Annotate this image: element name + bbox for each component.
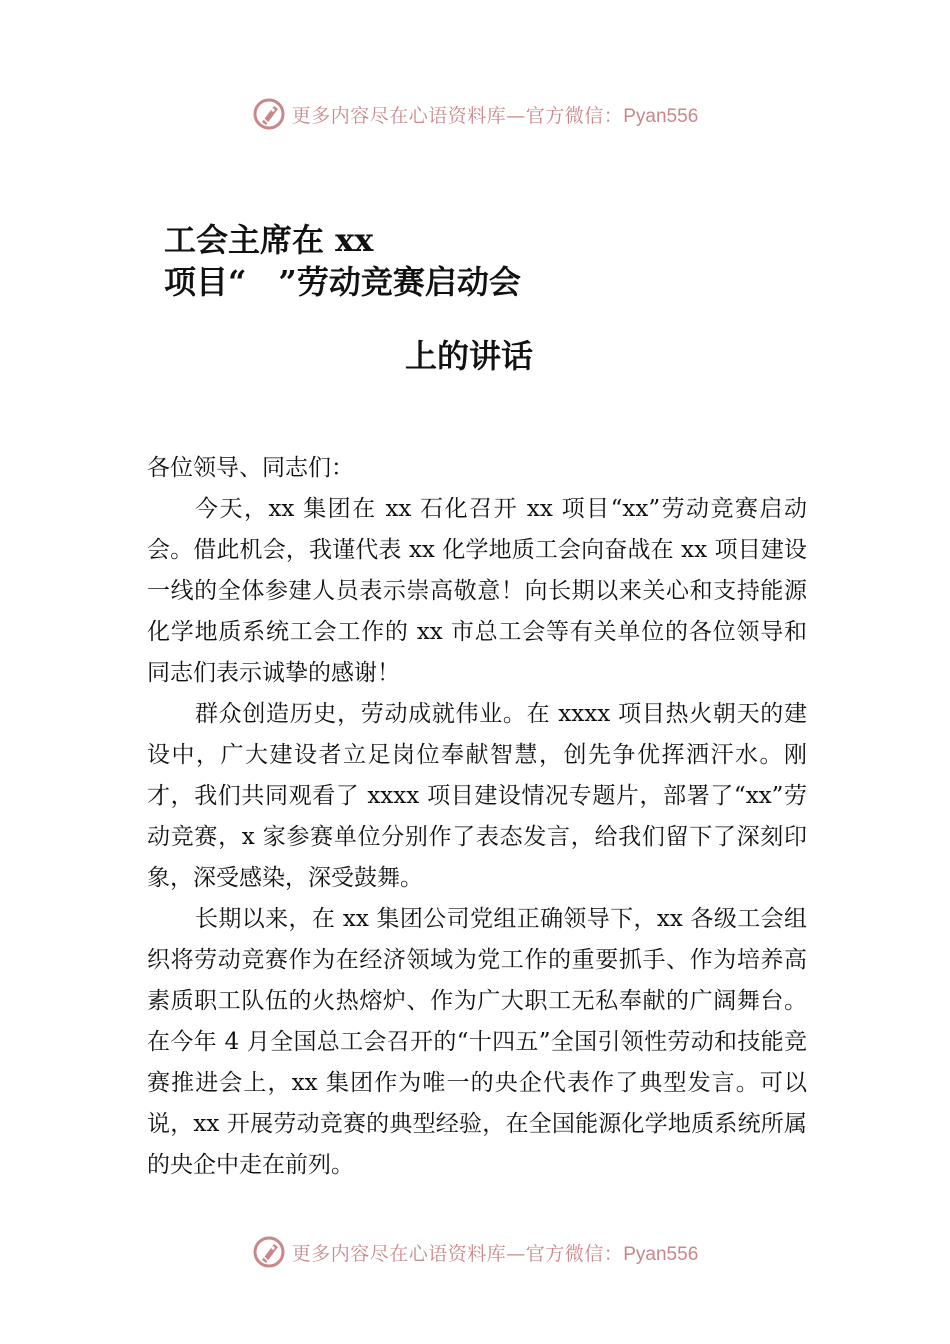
wechat-id: Pyan556 xyxy=(623,105,699,127)
footer-watermark xyxy=(0,1232,950,1272)
salutation: 各位领导、同志们： xyxy=(147,455,354,481)
paragraph: 今天，xx 集团在 xx 石化召开 xx 项目“xx”劳动竞赛启动会。借此机会，我谨代表 xx 化学地质工会向奋战在 xx 项目建设一线的全体参建人员表示崇高敬意！向长期以来关心和支持能源化学地质系统工会工作的 xx 市总工会等有关单位的各位领导和同志们表示诚挚的感谢！ xyxy=(147,496,807,686)
pen-nib-circle-logo-icon xyxy=(252,97,286,131)
watermark-text: 更多内容尽在心语资料库—官方微信：Pyan556 xyxy=(291,1242,699,1265)
document-title-line-2: 项目“ ”劳动竞赛启动会 xyxy=(164,263,521,301)
speech-body xyxy=(147,448,807,1186)
document-title-line-1: 工会主席在 xx xyxy=(164,221,374,259)
paragraph: 群众创造历史，劳动成就伟业。在 xxxx 项目热火朝天的建设中，广大建设者立足岗位奉献智慧，创先争优挥洒汗水。刚才，我们共同观看了 xxxx 项目建设情况专题片，部署了“xx”劳动竞赛，x 家参赛单位分别作了表态发言，给我们留下了深刻印象，深受感染，深受鼓舞。 xyxy=(147,701,807,891)
watermark-text: 更多内容尽在心语资料库—官方微信：Pyan556 xyxy=(291,104,699,127)
header-watermark xyxy=(0,94,950,134)
paragraph: 长期以来，在 xx 集团公司党组正确领导下，xx 各级工会组织将劳动竞赛作为在经济领域为党工作的重要抓手、作为培养高素质职工队伍的火热熔炉、作为广大职工无私奉献的广阔舞台。在今年 4 月全国总工会召开的“十四五”全国引领性劳动和技能竞赛推进会上，xx 集团作为唯一的央企代表作了典型发言。可以说，xx 开展劳动竞赛的典型经验，在全国能源化学地质系统所属的央企中走在前列。 xyxy=(147,906,807,1178)
pen-nib-circle-logo-icon xyxy=(252,1235,286,1269)
wechat-id: Pyan556 xyxy=(623,1243,699,1265)
watermark-content xyxy=(252,1235,699,1269)
watermark-content xyxy=(252,97,699,131)
document-title-line-3: 上的讲话 xyxy=(405,337,534,375)
